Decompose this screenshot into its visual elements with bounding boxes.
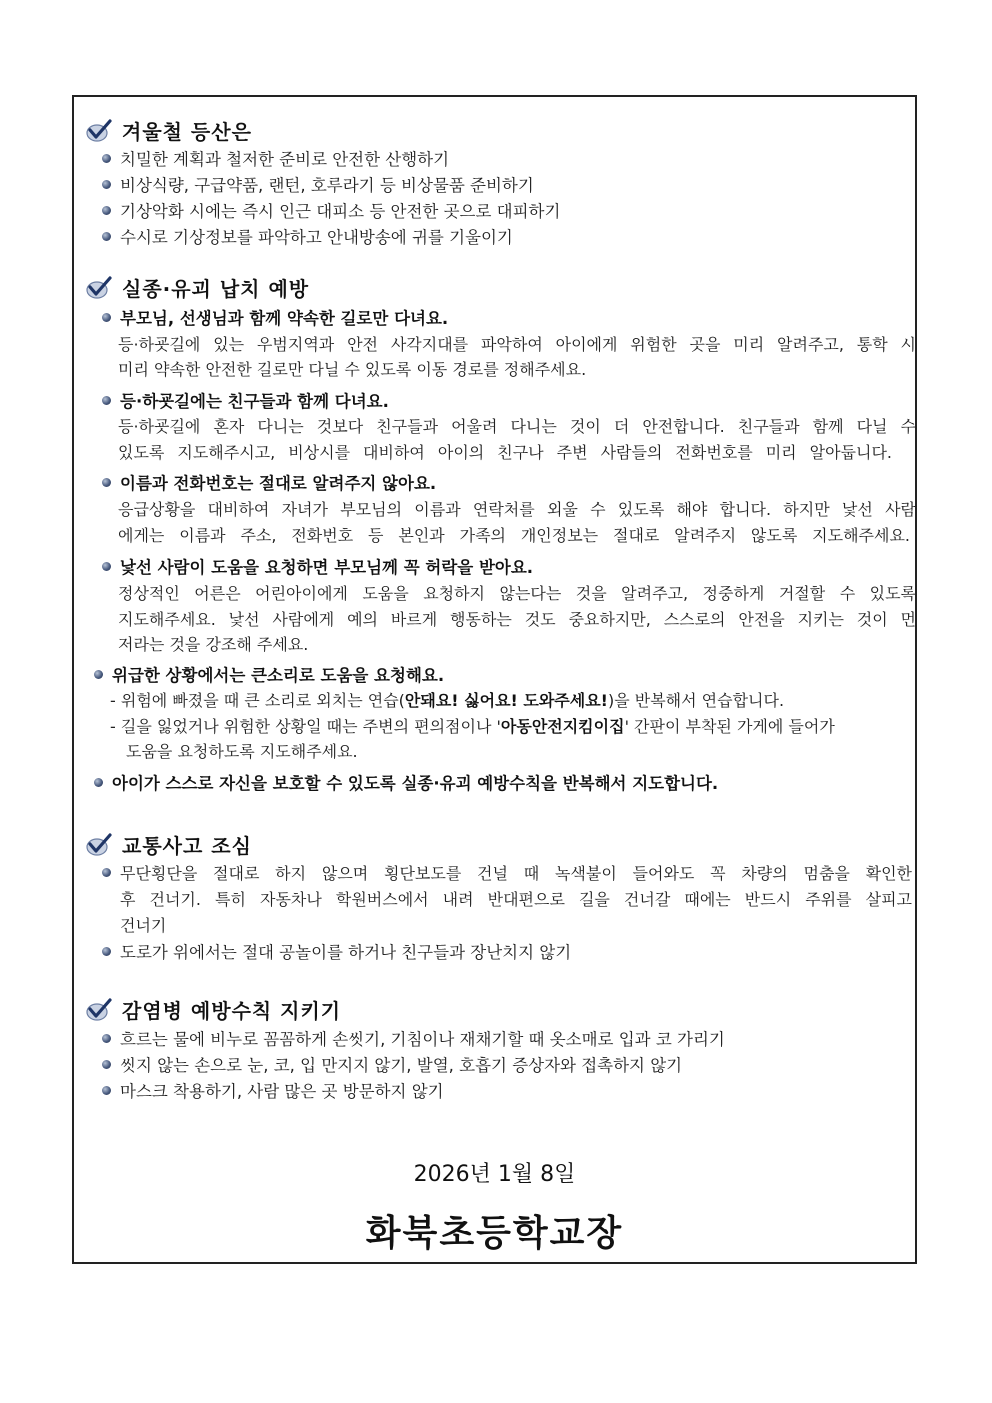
checkmark-icon [86,997,112,1021]
bullet-icon [102,1086,111,1095]
bullet-icon [102,232,111,241]
list-item: 흐르는 물에 비누로 꼼꼼하게 손씻기, 기침이나 재채기할 때 옷소매로 입과 코 가리기 [102,1027,725,1053]
bullet-icon [102,947,111,956]
bullet-icon [102,313,111,322]
bullet-icon [102,154,111,163]
paragraph-line: 있도록 지도해주시고, 비상시를 대비하여 아이의 친구나 주변 사람들의 전화번호를 미리 알아둡니다. [118,443,892,462]
paragraph-line: 미리 약속한 안전한 길로만 다닐 수 있도록 이동 경로를 정해주세요. [118,360,587,379]
section-traffic-heading [86,829,252,859]
notice-frame [72,95,917,1264]
paragraph-line: 에게는 이름과 주소, 전화번호 등 본인과 가족의 개인정보는 절대로 알려주지 않도록 지도해주세요. [118,526,910,545]
bullet-icon [102,396,111,405]
dash-item: - 위험에 빠졌을 때 큰 소리로 외치는 연습(안돼요! 싫어요! 도와주세요!)을 반복해서 연습합니다. [110,691,785,710]
list-item [102,861,120,887]
paragraph-line: 건너기 [120,916,167,935]
section-title: 겨울철 등산은 [122,119,252,144]
bullet-icon [102,562,111,571]
bullet-icon [102,868,111,877]
sub-heading: 위급한 상황에서는 큰소리로 도움을 요청해요. [94,663,444,689]
school-principal-signature: 화북초등학교장 [365,1213,624,1254]
list-item: 마스크 착용하기, 사람 많은 곳 방문하지 않기 [102,1079,444,1105]
sub-heading: 이름과 전화번호는 절대로 알려주지 않아요. [102,471,436,497]
sub-heading: 등·하굣길에는 친구들과 함께 다녀요. [102,389,389,415]
list-item: 도로가 위에서는 절대 공놀이를 하거나 친구들과 장난치지 않기 [102,940,571,966]
bullet-icon [102,206,111,215]
list-item: 수시로 기상정보를 파악하고 안내방송에 귀를 기울이기 [102,225,513,251]
paragraph-line: 등·하굣길에 있는 우범지역과 안전 사각지대를 파악하여 아이에게 위험한 곳을 미리 알려주고, 통학 시 [118,335,916,354]
list-item: 비상식량, 구급약품, 랜턴, 호루라기 등 비상물품 준비하기 [102,173,534,199]
section-title: 감염병 예방수칙 지키기 [122,998,342,1023]
summary-note: 아이가 스스로 자신을 보호할 수 있도록 실종·유괴 예방수칙을 반복해서 지도합니다. [94,771,718,797]
list-item: 기상악화 시에는 즉시 인근 대피소 등 안전한 곳으로 대피하기 [102,199,560,225]
section-title: 교통사고 조심 [122,833,252,858]
paragraph-line: 후 건너기. 특히 자동차나 학원버스에서 내려 반대편으로 길을 건너갈 때에는 반드시 주위를 살피고 [120,890,912,909]
sub-heading: 낯선 사람이 도움을 요청하면 부모님께 꼭 허락을 받아요. [102,555,533,581]
paragraph-line: 저라는 것을 강조해 주세요. [118,635,309,654]
paragraph-line: 정상적인 어른은 어린아이에게 도움을 요청하지 않는다는 것을 알려주고, 정중하게 거절할 수 있도록 [118,584,916,603]
checkmark-icon [86,275,112,299]
section-missing-heading [86,272,309,302]
bullet-icon [102,1060,111,1069]
issue-date: 2026년 1월 8일 [413,1162,576,1187]
paragraph-line: 지도해주세요. 낯선 사람에게 예의 바르게 행동하는 것도 중요하지만, 스스로의 안전을 지키는 것이 먼 [118,610,916,629]
paragraph-line: 무단횡단을 절대로 하지 않으며 횡단보도를 건널 때 녹색불이 들어와도 꼭 차량의 멈춤을 확인한 [120,864,912,883]
sub-heading: 부모님, 선생님과 함께 약속한 길로만 다녀요. [102,306,448,332]
list-item: 치밀한 계획과 철저한 준비로 안전한 산행하기 [102,147,449,173]
list-item: 씻지 않는 손으로 눈, 코, 입 만지지 않기, 발열, 호흡기 증상자와 접촉하지 않기 [102,1053,682,1079]
bullet-icon [102,478,111,487]
paragraph-line: 등·하굣길에 혼자 다니는 것보다 친구들과 어울려 다니는 것이 더 안전합니다. 친구들과 함께 다닐 수 [118,417,916,436]
section-infection-heading [86,994,341,1024]
bullet-icon [102,1034,111,1043]
bullet-icon [102,180,111,189]
section-title: 실종·유괴 납치 예방 [122,276,310,301]
paragraph-line: 응급상황을 대비하여 자녀가 부모님의 이름과 연락처를 외울 수 있도록 해야 합니다. 하지만 낯선 사람 [118,500,916,519]
bullet-icon [94,670,103,679]
dash-item: - 길을 잃었거나 위험한 상황일 때는 주변의 편의점이나 '아동안전지킴이집' 간판이 부착된 가게에 들어가 [110,717,835,736]
dash-item-continuation: 도움을 요청하도록 지도해주세요. [126,742,358,761]
checkmark-icon [86,118,112,142]
section-winter-heading [86,115,252,145]
bullet-icon [94,778,103,787]
checkmark-icon [86,832,112,856]
